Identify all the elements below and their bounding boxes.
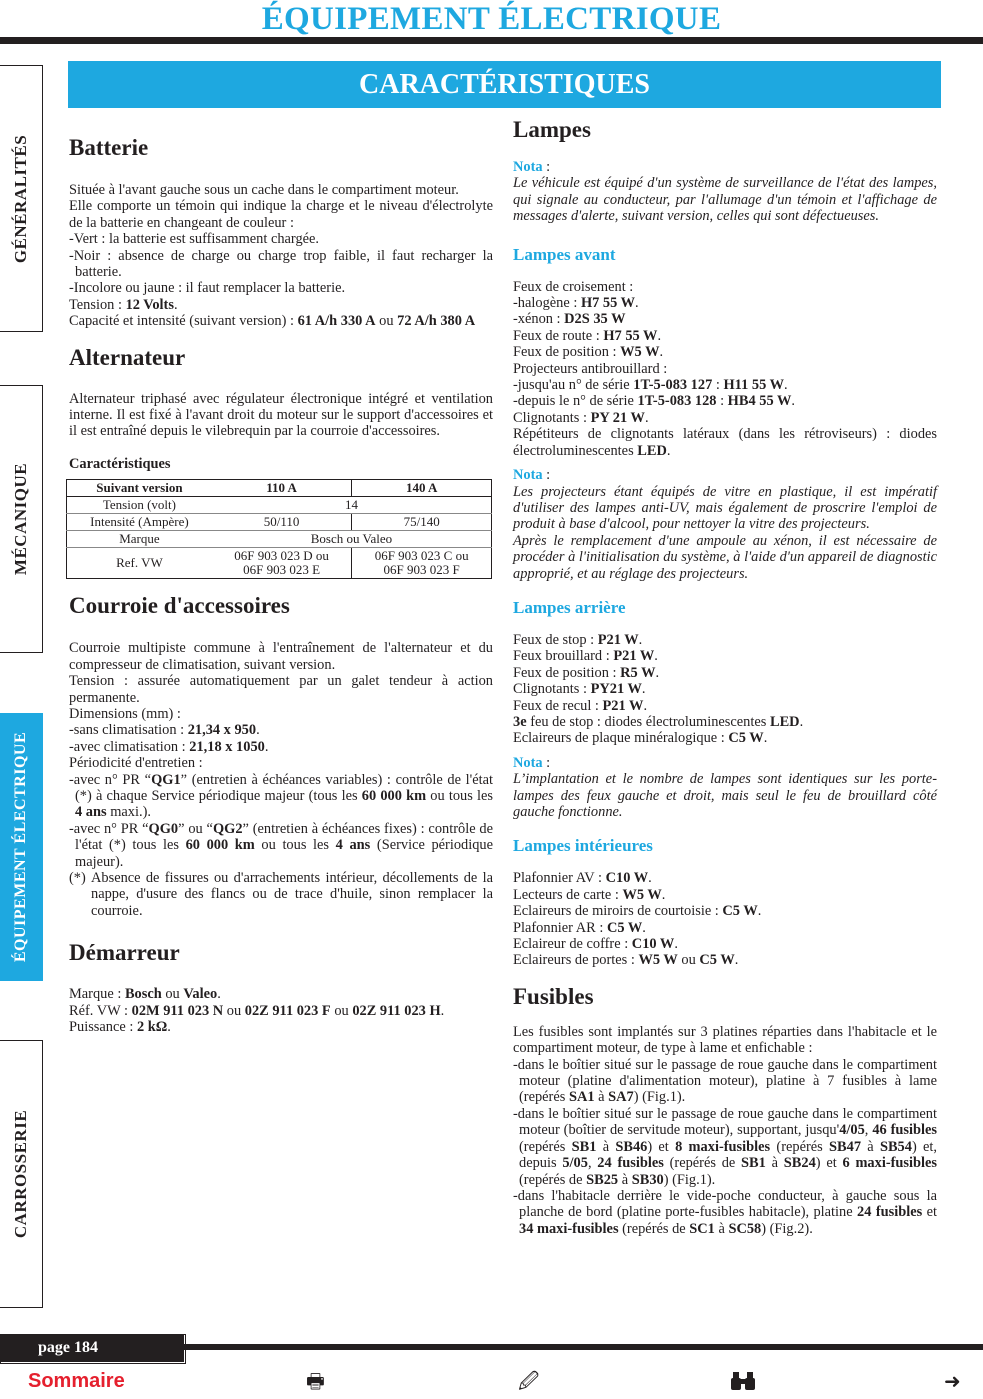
- list-item: Feux brouillard : P21 W.: [513, 648, 658, 665]
- page-number: page 184: [0, 1334, 184, 1362]
- list-item: -jusqu'au n° de série 1T-5-083 127 : H11 55 W.: [513, 377, 788, 394]
- list-item: Eclaireurs de miroirs de courtoisie : C5 W.: [513, 903, 762, 920]
- section-batterie: [69, 135, 493, 330]
- table-cell: Marque: [67, 531, 212, 548]
- table-row: [67, 548, 492, 579]
- table-row: [67, 480, 492, 497]
- list-item: Eclaireurs de portes : W5 W ou C5 W.: [513, 952, 739, 969]
- courroie-p3: Dimensions (mm) :: [69, 705, 181, 722]
- table-header: 110 A: [212, 480, 352, 497]
- courroie-p1: Courroie multipiste commune à l'entraînement de l'alternateur et du compresseur de climatisation, suivant version.: [69, 640, 493, 673]
- list-item: Plafonnier AR : C5 W.: [513, 919, 646, 936]
- list-item: -depuis le n° de série 1T-5-083 128 : HB4 55 W.: [513, 393, 795, 410]
- list-item: Projecteurs antibrouillard :: [513, 360, 668, 377]
- side-tab-equipement-electrique[interactable]: [0, 713, 43, 981]
- fusibles-p1: Les fusibles sont implantés sur 3 platines réparties dans l'habitacle et le compartiment moteur, de type à lame et enfichable :: [513, 1023, 937, 1057]
- side-tab-label: MÉCANIQUE: [10, 462, 30, 576]
- list-item: Clignotants : PY 21 W.: [513, 409, 649, 426]
- heading-lampes-arriere: Lampes arrière: [513, 597, 626, 617]
- list-item: Feux de position : W5 W.: [513, 344, 664, 361]
- list-item: Feux de croisement :: [513, 278, 634, 295]
- courroie-p4: Périodicité d'entretien :: [69, 755, 203, 772]
- heading-lampes-avant: Lampes avant: [513, 244, 616, 264]
- table-cell: 50/110: [212, 514, 352, 531]
- batterie-tension: Tension : 12 Volts.: [69, 296, 178, 313]
- section-banner: CARACTÉRISTIQUES: [68, 61, 941, 108]
- nota-text: L’implantation et le nombre de lampes sont identiques sur les porte-lampes des feux gauche et droit, mais seul le feu de brouillard côté gauche fonctionne.: [513, 771, 937, 820]
- side-tab-generalites[interactable]: [0, 65, 43, 332]
- table-row: [67, 514, 492, 531]
- side-tab-carrosserie[interactable]: [0, 1040, 43, 1308]
- arrow-right-icon[interactable]: ➜: [944, 1369, 961, 1393]
- side-tab-label: CARROSSERIE: [10, 1109, 30, 1239]
- page-number-frame: [0, 1334, 186, 1364]
- batterie-capacite: Capacité et intensité (suivant version) : 61 A/h 330 A ou 72 A/h 380 A: [69, 313, 476, 330]
- binoculars-icon[interactable]: [730, 1368, 756, 1397]
- list-item: Eclaireurs de plaque minéralogique : C5 W.: [513, 730, 768, 747]
- nota: Nota :: [513, 159, 551, 175]
- list-item: Répétiteurs de clignotants latéraux (dans les rétroviseurs) : diodes électroluminescentes LED.: [513, 426, 937, 459]
- list-item: Lecteurs de carte : W5 W.: [513, 886, 666, 903]
- table-cell: Intensité (Ampère): [67, 514, 212, 531]
- nota-text: Après le remplacement d'une ampoule au xénon, il est nécessaire de procéder à l'initialisation du système, à l'aide d'un appareil de diagnostic approprié, et au réglage des projecteurs.: [513, 532, 937, 582]
- demarreur-puissance: Puissance : 2 kΩ.: [69, 1019, 171, 1035]
- table-cell: 06F 903 023 C ou 06F 903 023 F: [352, 548, 492, 579]
- sommaire-link[interactable]: Sommaire: [28, 1370, 125, 1392]
- courroie-footnote: (*) Absence de fissures ou d'arrachements intérieur, décollements de la nappe, d'usure des flancs ou de trace d'huile, sinon remplacer la courroie.: [69, 869, 493, 919]
- heading-demarreur: Démarreur: [69, 940, 180, 966]
- list-item: -halogène : H7 55 W.: [513, 295, 639, 312]
- table-header: Suivant version: [67, 480, 212, 497]
- alternateur-subtitle: Caractéristiques: [69, 455, 171, 472]
- heading-alternateur: Alternateur: [69, 344, 186, 370]
- batterie-item: -Incolore ou jaune : il faut remplacer la batterie.: [69, 280, 346, 297]
- batterie-item: -Vert : la batterie est suffisamment chargée.: [69, 231, 320, 248]
- table-cell: 75/140: [352, 514, 492, 531]
- list-item: Plafonnier AV : C10 W.: [513, 870, 652, 887]
- title-rule: [0, 37, 983, 44]
- list-item: Feux de route : H7 55 W.: [513, 327, 662, 344]
- table-header: 140 A: [352, 480, 492, 497]
- list-item: Feux de position : R5 W.: [513, 664, 660, 681]
- printer-icon[interactable]: 🖶: [306, 1369, 325, 1393]
- alternateur-table: [66, 479, 492, 579]
- side-tab-mecanique[interactable]: [0, 385, 43, 653]
- page-title: ÉQUIPEMENT ÉLECTRIQUE: [261, 1, 722, 37]
- section-demarreur: [69, 940, 493, 1035]
- demarreur-marque: Marque : Bosch ou Valeo.: [69, 986, 221, 1003]
- list-item: -xénon : D2S 35 W: [513, 311, 626, 328]
- side-tab-label: GÉNÉRALITÉS: [10, 134, 30, 263]
- list-item: Eclaireur de coffre : C10 W.: [513, 936, 678, 953]
- heading-courroie: Courroie d'accessoires: [69, 593, 290, 619]
- list-item: Clignotants : PY21 W.: [513, 681, 646, 698]
- fusibles-item-1: -dans le boîtier situé sur le passage de roue gauche dans le compartiment moteur (platine d'alimentation moteur), platine à 7 fusibles à lame (repérés SA1 à SA7) (Fig.1).: [513, 1056, 937, 1106]
- batterie-item: -Noir : absence de charge ou charge trop faible, il faut recharger la batterie.: [69, 247, 493, 281]
- edit-icon[interactable]: 🖉: [518, 1369, 540, 1393]
- nota: Nota :: [513, 467, 551, 484]
- nota-text: Le véhicule est équipé d'un système de surveillance de l'état des lampes, qui signale au conducteur, par l'allumage d'un témoin et l'affichage de messages d'alerte, suivant version, celles qui sont défectueuses.: [513, 175, 937, 225]
- heading-lampes: Lampes: [513, 117, 591, 142]
- courroie-dim2: -avec climatisation : 21,18 x 1050.: [69, 738, 269, 755]
- batterie-p1: Située à l'avant gauche sous un cache dans le compartiment moteur.: [69, 182, 459, 198]
- demarreur-ref: Réf. VW : 02M 911 023 N ou 02Z 911 023 F ou 02Z 911 023 H.: [69, 1002, 445, 1019]
- list-item: 3e feu de stop : diodes électroluminescentes LED.: [513, 713, 804, 730]
- right-column: [513, 115, 937, 1237]
- section-alternateur: [69, 345, 493, 580]
- section-courroie: [69, 593, 493, 919]
- side-tab-label: ÉQUIPEMENT ÉLECTRIQUE: [11, 731, 29, 963]
- list-item: Feux de recul : P21 W.: [513, 697, 648, 714]
- courroie-entretien-2: -avec n° PR “QG0” ou “QG2” (entretien à échéances fixes) : contrôle de l'état (*) tous les 60 000 km ou tous les 4 ans (Service périodique majeur).: [69, 820, 494, 870]
- table-row: [67, 497, 492, 514]
- courroie-p2: Tension : assurée automatiquement par un galet tendeur à action permanente.: [69, 673, 493, 706]
- list-item: Feux de stop : P21 W.: [513, 631, 643, 648]
- left-column: [69, 115, 493, 1035]
- table-cell: Ref. VW: [116, 555, 163, 571]
- table-cell: Tension (volt): [67, 497, 212, 514]
- nota-text: Les projecteurs étant équipés de vitre en plastique, il est impératif d'utiliser des lampes anti-UV, mais également de proscrire l'emploi de produit à base d'alcool, pour nettoyer la vitre des projecteurs.: [513, 483, 937, 533]
- courroie-dim1: -sans climatisation : 21,34 x 950.: [69, 722, 260, 739]
- heading-batterie: Batterie: [69, 135, 149, 160]
- courroie-entretien-1: -avec n° PR “QG1” (entretien à échéances variables) : contrôle de l'état (*) à chaque Service périodique majeur (tous les 60 000 km ou tous les 4 ans maxi.).: [69, 771, 493, 821]
- table-cell: Bosch ou Valeo: [212, 531, 492, 548]
- batterie-p2: Elle comporte un témoin qui indique la charge et le niveau d'électrolyte de la batterie en changeant de couleur :: [69, 198, 493, 231]
- heading-lampes-interieures: Lampes intérieures: [513, 836, 653, 856]
- alternateur-p1: Alternateur triphasé avec régulateur électronique intégré et ventilation interne. Il est fixé à l'avant droit du moteur sur le support d'accessoires et il est entraîné depuis le vilebrequin par la courroie d'accessoires.: [69, 390, 493, 440]
- fusibles-item-3: -dans l'habitacle derrière le vide-poche conducteur, à gauche sous la planche de bord (platine porte-fusibles habitacle), platine 24 fusibles et 34 maxi-fusibles (repérés de SC1 à SC58) (Fig.2).: [513, 1187, 937, 1237]
- nota: Nota :: [513, 754, 551, 771]
- table-cell: 06F 903 023 D ou 06F 903 023 E: [234, 548, 329, 578]
- fusibles-item-2: -dans le boîtier situé sur le passage de roue gauche dans le compartiment moteur (boîtier de servitude moteur), supportant, jusqu'4/05, 46 fusibles (repérés SB1 à SB46) et 8 maxi-fusibles (repérés SB47 à SB54) et, depuis 5/05, 24 fusibles (repérés de SB1 à SB24) et 6 maxi-fusibles (repérés de SB25 à SB30) (Fig.1).: [513, 1105, 938, 1188]
- table-row: [67, 531, 492, 548]
- table-cell: 14: [212, 497, 492, 514]
- heading-fusibles: Fusibles: [513, 983, 594, 1009]
